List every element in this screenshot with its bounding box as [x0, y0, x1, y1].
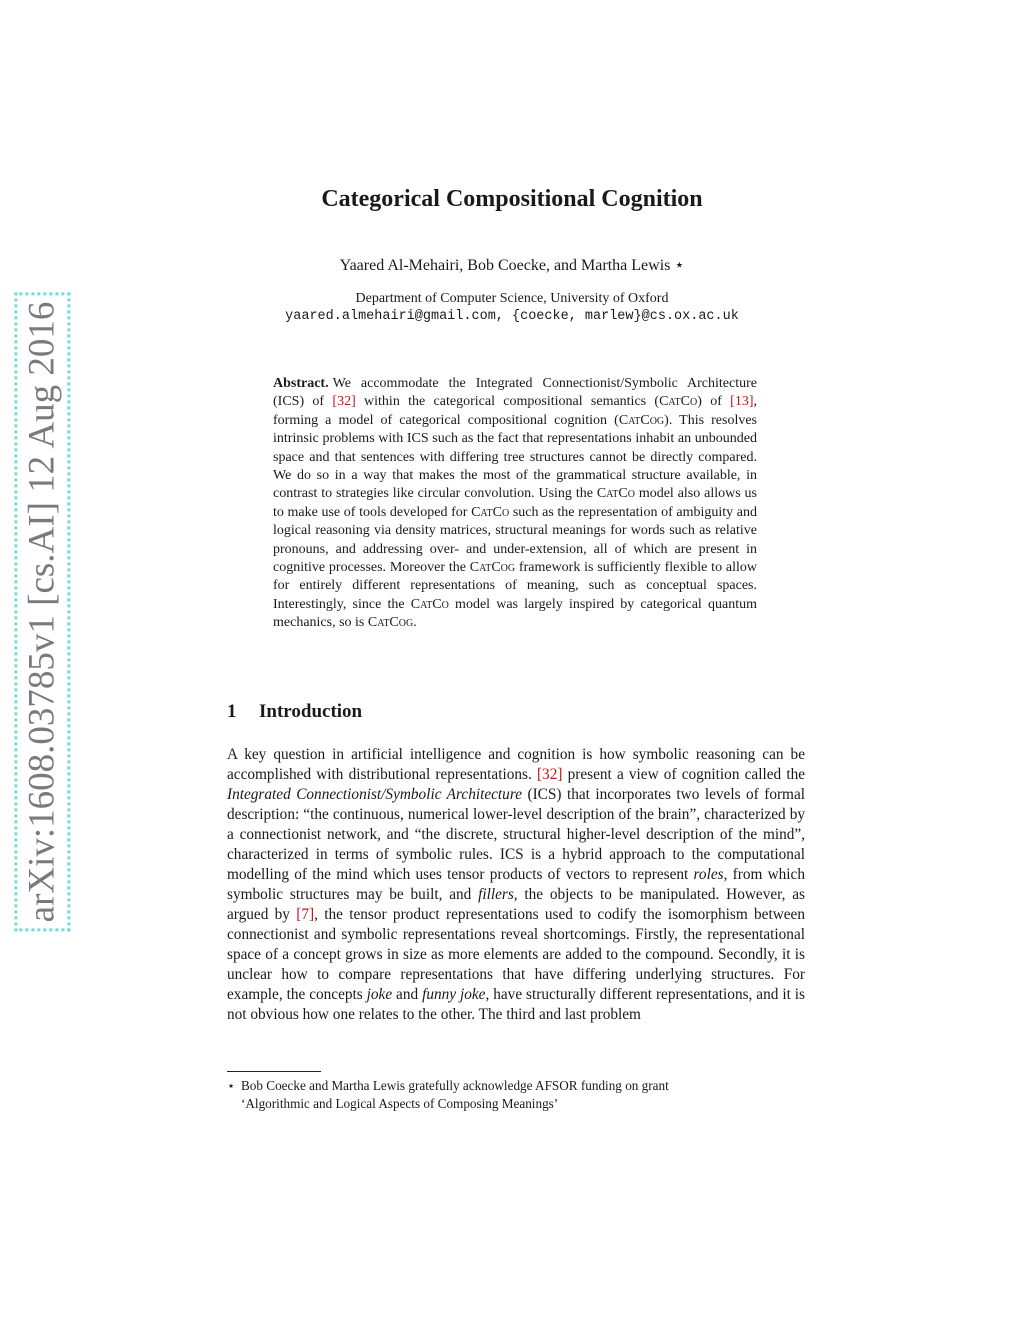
- abstract-text: ) of: [697, 394, 731, 410]
- body-text: and: [392, 986, 423, 1003]
- catcog-term: CatCog: [469, 560, 516, 576]
- body-text: , from which symbolic structures may be built, and: [227, 866, 805, 903]
- intro-paragraph: [227, 745, 805, 1025]
- author-emails: yaared.almehairi@gmail.com, {coecke, marlew}@cs.ox.ac.uk: [285, 309, 739, 324]
- catco-term: CatCo: [410, 596, 449, 612]
- body-text: present a view of cognition called the: [562, 766, 806, 783]
- citation-link[interactable]: [32]: [536, 766, 563, 783]
- citation-link[interactable]: [13]: [730, 394, 754, 410]
- arxiv-stamp: [6, 301, 78, 923]
- citation-link[interactable]: [32]: [332, 394, 356, 410]
- section-number: 1: [227, 701, 237, 722]
- affiliation: Department of Computer Science, University of Oxford: [355, 291, 669, 306]
- abstract-text: .: [413, 615, 417, 631]
- arxiv-identifier[interactable]: arXiv:1608.03785v1 [cs.AI] 12 Aug 2016: [14, 293, 70, 932]
- footnote-rule: [227, 1071, 321, 1072]
- abstract-text: within the categorical compositional semantics (: [355, 394, 660, 410]
- catco-term: CatCo: [659, 394, 698, 410]
- footnote-line: [227, 1077, 805, 1095]
- emphasis-text: roles: [693, 866, 724, 883]
- catco-term: CatCo: [471, 504, 510, 520]
- body-text: , the objects to be manipulated. However, as argued by: [227, 886, 805, 923]
- footnote: [227, 1077, 805, 1113]
- footnote-text: ‘Algorithmic and Logical Aspects of Composing Meanings’: [241, 1096, 559, 1111]
- paper-title: Categorical Compositional Cognition: [321, 186, 703, 212]
- abstract-text: We accommodate the Integrated Connectionist/Symbolic Architecture (ICS) of: [273, 376, 757, 410]
- catco-term: CatCo: [596, 486, 635, 502]
- catcog-term: CatCog: [367, 615, 414, 631]
- footnote-mark: ⋆: [227, 1078, 236, 1093]
- body-text: A key question in artificial intelligence and cognition is how symbolic reasoning can be accomplished with distributional representations.: [227, 746, 805, 783]
- body-text: (ICS) that incorporates two levels of formal description: “the continuous, numerical lower-level description of the brain”, characterized by a connectionist network, and “the discrete, structural higher-level description of the mind”, characterized in terms of symbolic rules. ICS is a hybrid approach to the computational modelling of the mind which uses tensor products of vectors to represent: [227, 786, 805, 883]
- body-text: , the tensor product representations used to codify the isomorphism between connectionist and symbolic representations reveal shortcomings. Firstly, the representational space of a concept grows in size as more elements are added to the compound. Secondly, it is unclear how to compare representations that have differing underlying structures. For example, the concepts: [227, 906, 805, 1003]
- abstract: [273, 375, 757, 633]
- citation-link[interactable]: [7]: [296, 906, 315, 923]
- body-text: , have structurally different representations, and it is not obvious how one relates to the other. The third and last problem: [227, 986, 805, 1023]
- section-title: Introduction: [259, 701, 363, 722]
- abstract-text: such as the representation of ambiguity and logical reasoning via density matrices, structural meanings for words such as relative pronouns, and addressing over- and under-extension, all of which are present in cognitive processes. Moreover the: [273, 504, 757, 576]
- section-heading: [227, 701, 807, 723]
- abstract-text: framework is sufficiently flexible to allow for entirely different representations of meaning, such as conceptual spaces. Interestingly, since the: [273, 560, 757, 612]
- author-list: Yaared Al-Mehairi, Bob Coecke, and Martha Lewis ⋆: [339, 257, 685, 274]
- emphasis-text: Integrated Connectionist/Symbolic Architecture: [227, 786, 523, 803]
- emphasis-text: joke: [366, 986, 393, 1003]
- abstract-text: model was largely inspired by categorical quantum mechanics, so is: [273, 596, 757, 631]
- abstract-label: Abstract.: [273, 376, 329, 391]
- catcog-term: CatCog: [618, 412, 665, 428]
- abstract-text: ). This resolves intrinsic problems with ICS such as the fact that representations inhabit an unbounded space and that sentences with differing tree structures cannot be directly compared. We do so in a way that makes the most of the grammatical structure available, in contrast to strategies like circular convolution. Using the: [273, 412, 757, 502]
- emphasis-text: fillers: [478, 886, 514, 903]
- emphasis-text: funny joke: [422, 986, 486, 1003]
- abstract-text: , forming a model of categorical compositional cognition (: [273, 394, 757, 428]
- abstract-text: model also allows us to make use of tools developed for: [273, 486, 758, 520]
- footnote-text: Bob Coecke and Martha Lewis gratefully acknowledge AFSOR funding on grant: [241, 1078, 669, 1093]
